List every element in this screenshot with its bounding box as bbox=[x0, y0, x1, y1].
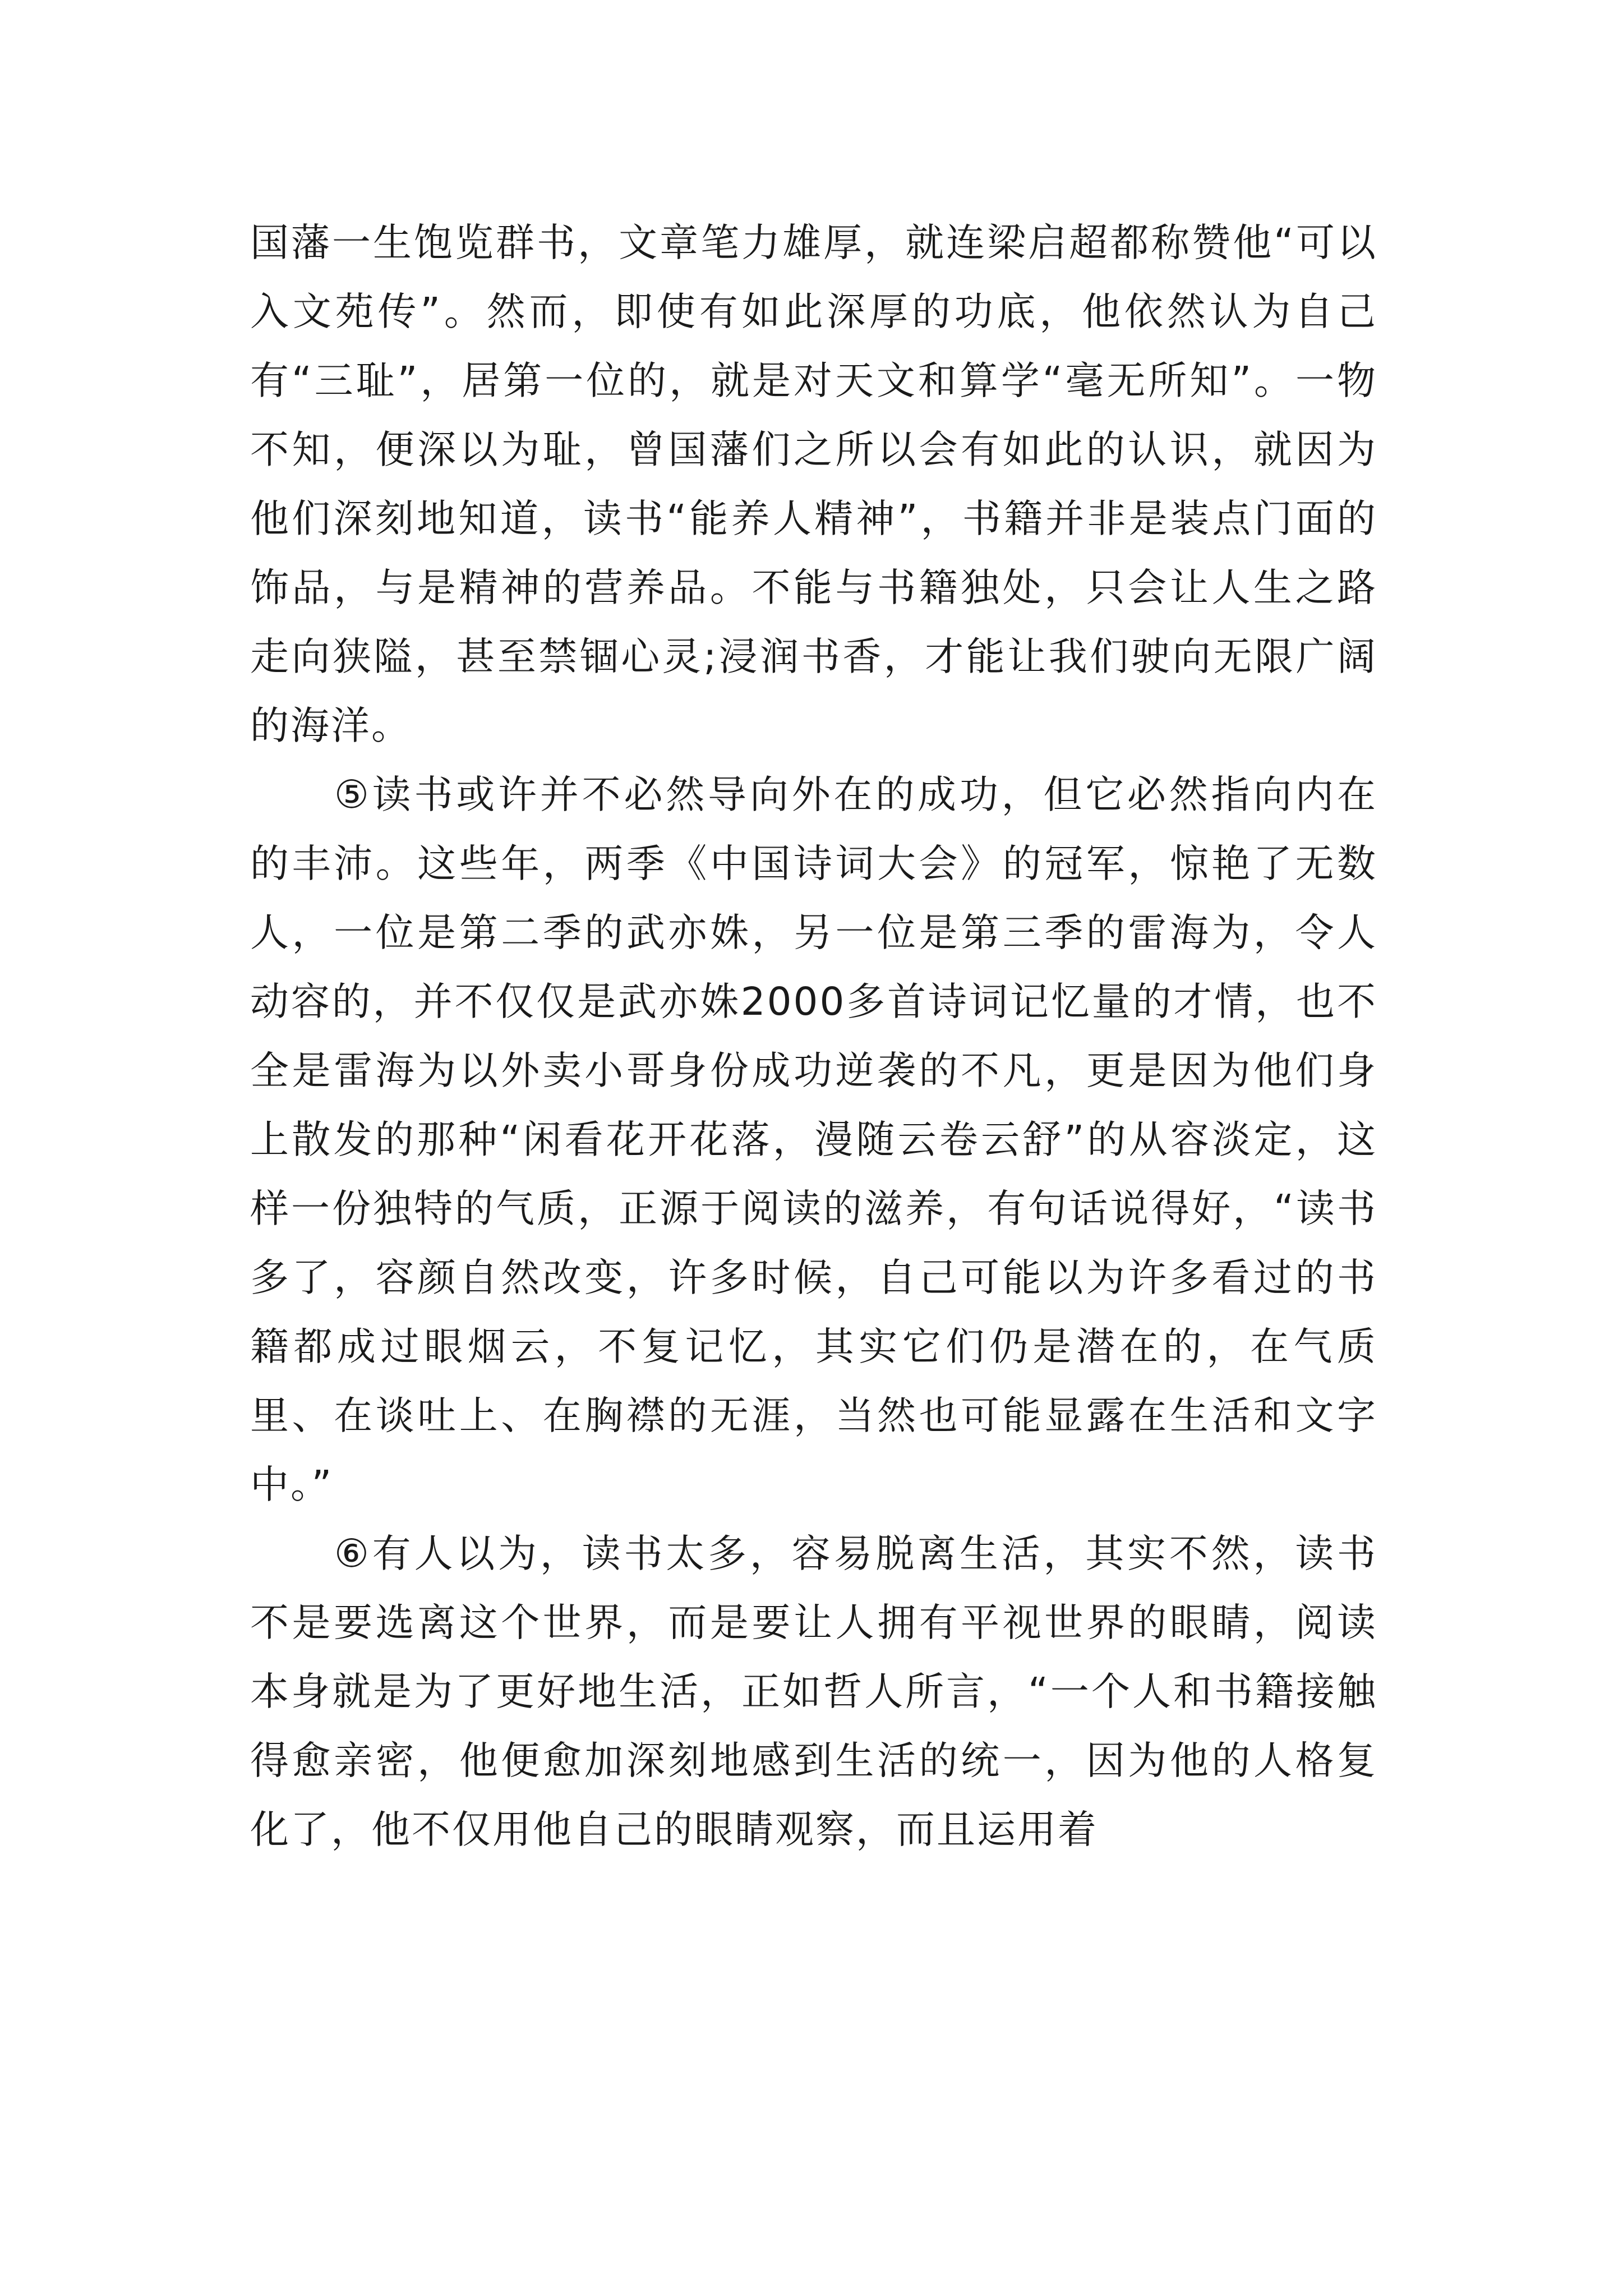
paragraph-5: ⑤读书或许并不必然导向外在的成功，但它必然指向内在的丰沛。这些年，两季《中国诗词大会》的冠军，惊艳了无数人，一位是第二季的武亦姝，另一位是第三季的雷海为，令人动容的，并不仅仅是武亦姝2000多首诗词记忆量的才情，也不全是雷海为以外卖小哥身份成功逆袭的不凡，更是因为他们身上散发的那种“闲看花开花落，漫随云卷云舒”的从容淡定，这样一份独特的气质，正源于阅读的滋养，有句话说得好，“读书多了，容颜自然改变，许多时候，自己可能以为许多看过的书籍都成过眼烟云，不复记忆，其实它们仍是潜在的，在气质里、在谈吐上、在胸襟的无涯，当然也可能显露在生活和文字中。” bbox=[250, 772, 1377, 1507]
body-text bbox=[250, 209, 1377, 1865]
paragraph-6: ⑥有人以为，读书太多，容易脱离生活，其实不然，读书不是要选离这个世界，而是要让人拥有平视世界的眼睛，阅读本身就是为了更好地生活，正如哲人所言，“一个人和书籍接触得愈亲密，他便愈加深刻地感到生活的统一，因为他的人格复化了，他不仅用他自己的眼睛观察，而且运用着 bbox=[250, 1531, 1377, 1852]
paragraph-4-continued: 国藩一生饱览群书，文章笔力雄厚，就连梁启超都称赞他“可以入文苑传”。然而，即使有如此深厚的功底，他依然认为自己有“三耻”，居第一位的，就是对天文和算学“毫无所知”。一物不知，便深以为耻，曾国藩们之所以会有如此的认识，就因为他们深刻地知道，读书“能养人精神”，书籍并非是装点门面的饰品，与是精神的营养品。不能与书籍独处，只会让人生之路走向狭隘，甚至禁锢心灵;浸润书香，才能让我们驶向无限广阔的海洋。 bbox=[250, 220, 1377, 748]
